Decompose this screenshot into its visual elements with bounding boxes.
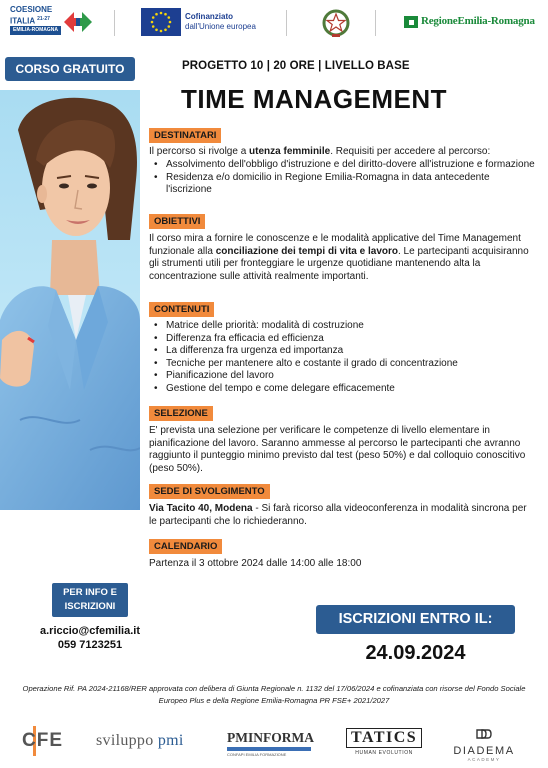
list-item: • Pianificazione del lavoro bbox=[153, 370, 537, 383]
obiettivi-text: Il corso mira a fornire le conoscenze e le modalità applicative del Time Management funzionale alla conciliazione dei tempi di vita e lavoro. Le partecipanti acquisiranno gli strumenti utili per fronteggiare le urgenze quotidiane mantenendo alta la concentrazione sulle attività realmente importanti. bbox=[149, 233, 529, 282]
sviluppo-pmi-logo: sviluppo pmi bbox=[96, 732, 184, 749]
partner-logos: CFE sviluppo pmi PMINFORMA CONFAPI EMILIA FORMAZIONE TATICS HUMAN EVOLUTION DIADEMA ACADEMY bbox=[0, 722, 548, 762]
diadema-mark-icon bbox=[475, 729, 493, 739]
header-divider bbox=[375, 10, 376, 36]
italian-republic-emblem-icon bbox=[322, 8, 350, 43]
contact-phone: 059 7123251 bbox=[57, 639, 123, 651]
section-heading-sede: SEDE DI SVOLGIMENTO bbox=[149, 484, 270, 499]
coesione-arrows-icon bbox=[64, 9, 92, 35]
contenuti-topics-list bbox=[153, 320, 537, 395]
list-item: • Gestione del tempo e come delegare efficacemente bbox=[153, 383, 537, 396]
woman-portrait-photo bbox=[0, 90, 140, 510]
list-item: • Tecniche per mantenere alto e costante il grado di concentrazione bbox=[153, 358, 537, 371]
section-heading-destinatari: DESTINATARI bbox=[149, 128, 221, 143]
header-divider bbox=[114, 10, 115, 36]
destinatari-requirements-list bbox=[153, 159, 537, 197]
coesione-italia-logo: COESIONE ITALIA $^{21-27}$ EMILIA-ROMAGNA bbox=[10, 6, 92, 40]
list-item: • Residenza e/o domicilio in Regione Emilia-Romagna in data antecedente l'iscrizione bbox=[153, 172, 537, 197]
registration-deadline-date: 24.09.2024 bbox=[365, 642, 466, 664]
pminforma-logo: PMINFORMA CONFAPI EMILIA FORMAZIONE bbox=[227, 730, 314, 757]
calendario-text: Partenza il 3 ottobre 2024 dalle 14:00 alle 18:00 bbox=[149, 558, 362, 569]
list-item: • Differenza fra efficacia ed efficienza bbox=[153, 333, 537, 346]
contact-email-link[interactable]: a.riccio@cfemilia.it bbox=[40, 625, 140, 637]
tatics-logo: TATICS HUMAN EVOLUTION bbox=[346, 728, 422, 764]
funding-footnote: Operazione Rif. PA 2024-21168/RER approvata con delibera di Giunta Regionale n. 1132 del 17/06/2024 e cofinanziata con risorse del Fondo Sociale Europeo Plus e della Regione Emilia-Romagna PR FSE+ 2021/2027 bbox=[22, 684, 526, 705]
section-heading-contenuti: CONTENUTI bbox=[149, 302, 214, 317]
course-subtitle: PROGETTO 10 | 20 ORE | LIVELLO BASE bbox=[182, 60, 410, 72]
selezione-text: E' prevista una selezione per verificare le competenze di livello elementare in pianificazione del lavoro. Saranno ammesse al percorso le partecipanti che avranno raggiunto il punteggio minimo previsto dal test (peso 50%) e dal colloquio conoscitivo (peso 50%). bbox=[149, 425, 526, 474]
info-registration-box: PER INFO E ISCRIZIONI bbox=[52, 583, 128, 617]
eu-flag-icon bbox=[141, 8, 181, 36]
destinatari-intro: Il percorso si rivolge a utenza femminile. Requisiti per accedere al percorso: bbox=[149, 146, 491, 157]
course-title: TIME MANAGEMENT bbox=[181, 84, 448, 114]
header-logos: COESIONE ITALIA $^{21-27}$ EMILIA-ROMAGNA Cofinanziato dall'Unione europea RegioneEmilia-Romagna bbox=[0, 0, 548, 46]
section-heading-obiettivi: OBIETTIVI bbox=[149, 214, 205, 229]
contact-details bbox=[30, 624, 150, 652]
list-item: • Matrice delle priorità: modalità di costruzione bbox=[153, 320, 537, 333]
header-divider bbox=[286, 10, 287, 36]
registration-deadline-label: ISCRIZIONI ENTRO IL: bbox=[316, 605, 515, 634]
sede-text: Via Tacito 40, Modena - Si farà ricorso alla videoconferenza in modalità sincrona per le partecipanti che lo richiederanno. bbox=[149, 503, 527, 527]
section-heading-calendario: CALENDARIO bbox=[149, 539, 222, 554]
section-heading-selezione: SELEZIONE bbox=[149, 406, 213, 421]
regione-square-icon bbox=[404, 16, 418, 28]
free-course-badge: CORSO GRATUITO bbox=[5, 57, 135, 81]
diadema-academy-logo: DIADEMA ACADEMY bbox=[447, 726, 521, 762]
list-item: • La differenza fra urgenza ed importanza bbox=[153, 345, 537, 358]
list-item: • Assolvimento dell'obbligo d'istruzione e del diritto-dovere all'istruzione e formazione bbox=[153, 159, 537, 172]
